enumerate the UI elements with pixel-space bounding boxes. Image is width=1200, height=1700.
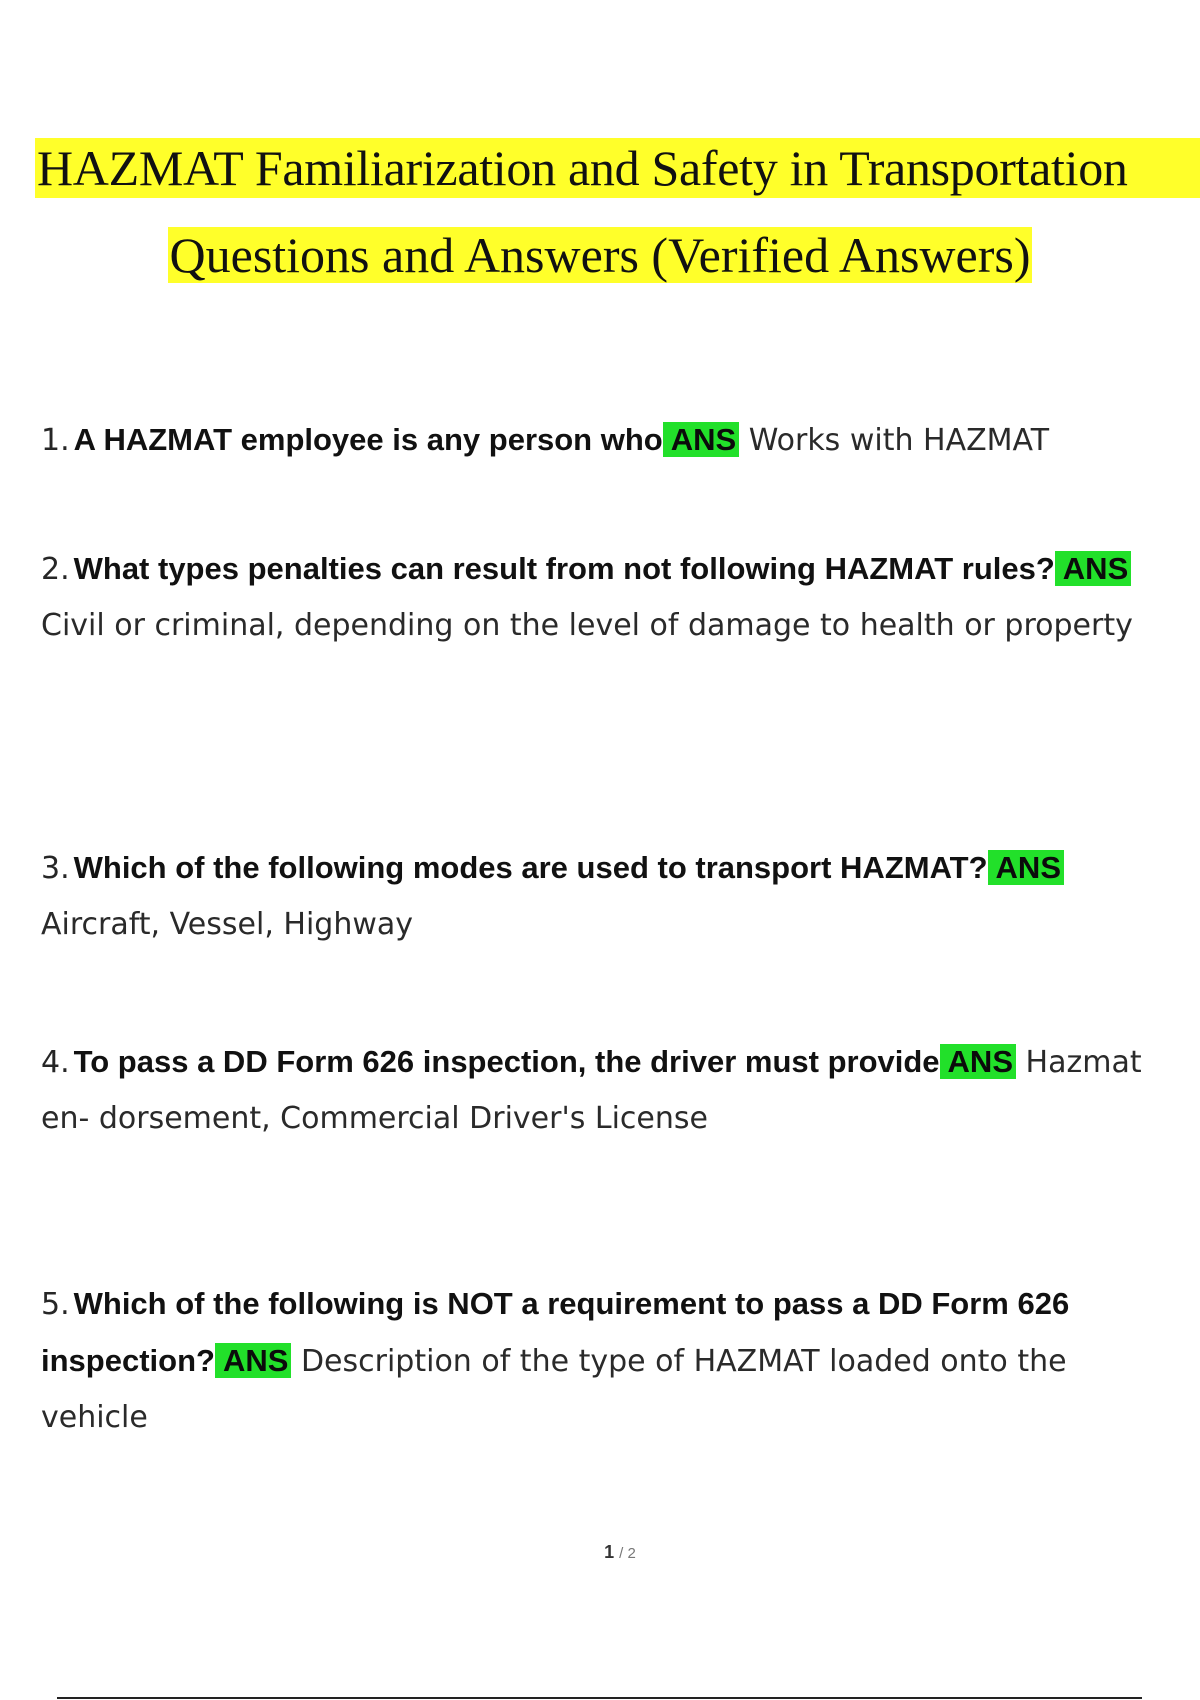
qa-item-1 xyxy=(41,412,1181,469)
current-page: 1 xyxy=(604,1542,615,1562)
question-text: What types penalties can result from not following HAZMAT rules? xyxy=(73,551,1055,586)
ans-badge: ANS xyxy=(940,1044,1016,1079)
document-title-line-2 xyxy=(0,225,1200,285)
ans-badge: ANS xyxy=(663,422,739,457)
question-number: 2. xyxy=(41,552,70,587)
title-highlight-1: HAZMAT Familiarization and Safety in Transportation xyxy=(35,138,1200,198)
qa-item-4 xyxy=(41,1034,1181,1147)
answer-text: Works with HAZMAT xyxy=(748,423,1050,458)
question-text: To pass a DD Form 626 inspection, the driver must provide xyxy=(73,1044,940,1079)
question-number: 4. xyxy=(41,1045,70,1080)
question-text: Which of the following modes are used to transport HAZMAT? xyxy=(73,850,988,885)
question-number: 5. xyxy=(41,1287,70,1322)
ans-badge: ANS xyxy=(1055,551,1131,586)
document-title-line-1 xyxy=(0,138,1200,198)
answer-text: Aircraft, Vessel, Highway xyxy=(41,907,414,942)
total-pages: / 2 xyxy=(619,1545,636,1562)
answer-text: Hazmat en- dorsement, Commercial Driver's License xyxy=(41,1045,1142,1136)
page-bottom-divider xyxy=(57,1697,1142,1699)
answer-text: Description of the type of HAZMAT loaded onto the vehicle xyxy=(41,1344,1067,1435)
question-number: 3. xyxy=(41,851,70,886)
ans-badge: ANS xyxy=(215,1343,291,1378)
question-text: Which of the following is NOT a requirement to pass a DD Form 626 inspection? xyxy=(41,1286,1070,1378)
answer-text: Civil or criminal, depending on the level of damage to health or property xyxy=(41,608,1133,643)
ans-badge: ANS xyxy=(988,850,1064,885)
question-text: A HAZMAT employee is any person who xyxy=(73,422,663,457)
qa-item-5 xyxy=(41,1276,1081,1446)
qa-item-2 xyxy=(41,541,1181,654)
title-highlight-2: Questions and Answers (Verified Answers) xyxy=(169,227,1031,283)
qa-item-3 xyxy=(41,840,1181,953)
question-number: 1. xyxy=(41,423,70,458)
page-indicator xyxy=(0,1542,1200,1563)
